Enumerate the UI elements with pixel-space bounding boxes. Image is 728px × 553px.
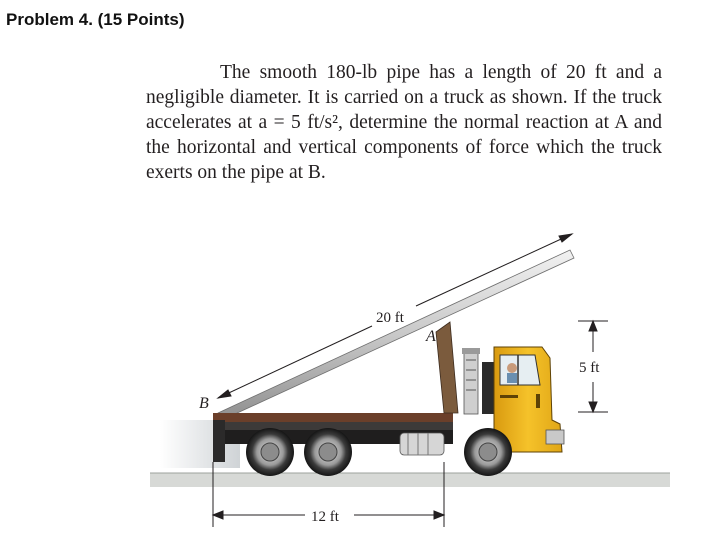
wheel-rear-1 <box>246 428 294 476</box>
fuel-tank <box>400 433 444 455</box>
problem-heading: Problem 4. (15 Points) <box>6 10 185 29</box>
label-B: B <box>199 395 209 412</box>
label-pipe-length: 20 ft <box>376 310 404 326</box>
exhaust-stack <box>462 348 494 414</box>
wheel-rear-2 <box>304 428 352 476</box>
wheel-front <box>464 428 512 476</box>
label-A: A <box>426 328 436 345</box>
label-height: 5 ft <box>579 360 600 376</box>
support-post-A <box>436 322 458 413</box>
ground <box>150 473 670 487</box>
problem-statement: The smooth 180-lb pipe has a length of 20 ft and a negligible diameter. It is carried on a truck as shown. If the truck accelerates at a = 5 ft/s², determine the normal reaction at A and the horizontal and vertical components of force which the truck exerts on the pipe at B. <box>146 62 662 183</box>
label-distance: 12 ft <box>311 509 339 525</box>
